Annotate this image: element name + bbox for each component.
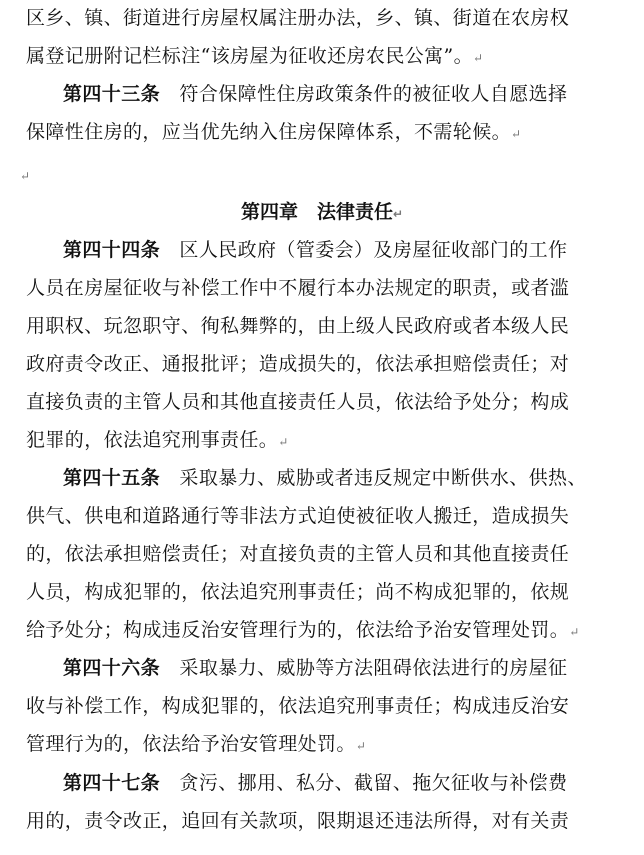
article-title: 第四十六条 <box>63 657 161 679</box>
text-line: 属登记册附记栏标注“该房屋为征收还房农民公寓”。↵ <box>26 45 484 67</box>
text-line: 区乡、镇、街道进行房屋权属注册办法，乡、镇、街道在农房权 <box>26 7 570 29</box>
paragraph-mark-icon: ↵ <box>278 435 289 449</box>
article-title: 第四十三条 <box>63 83 161 105</box>
article-46: 第四十六条 采取暴力、威胁等方法阻碍依法进行的房屋征 <box>63 657 568 679</box>
article-title: 第四十五条 <box>63 467 161 489</box>
text-line: 犯罪的，依法追究刑事责任。↵ <box>26 429 289 451</box>
text-line: 人员，构成犯罪的，依法追究刑事责任；尚不构成犯罪的，依规 <box>26 581 570 603</box>
text-line: 用的，责令改正，追回有关款项，限期退还违法所得，对有关责 <box>26 810 570 832</box>
text-line: 管理行为的，依法给予治安管理处罚。↵ <box>26 733 367 755</box>
article-44: 第四十四条 区人民政府（管委会）及房屋征收部门的工作 <box>63 239 568 261</box>
paragraph-mark-icon: ↵ <box>511 127 522 141</box>
article-47: 第四十七条 贪污、挪用、私分、截留、拖欠征收与补偿费 <box>63 772 568 794</box>
paragraph-mark-icon: ↵ <box>355 739 367 753</box>
empty-paragraph <box>20 162 30 188</box>
paragraph-mark-icon: ↵ <box>473 51 484 65</box>
article-title: 第四十七条 <box>63 772 161 794</box>
text-line: 的，依法承担赔偿责任；对直接负责的主管人员和其他直接责任 <box>26 543 570 565</box>
paragraph-mark-icon: ↵ <box>20 169 31 183</box>
paragraph-mark-icon: ↵ <box>569 625 580 639</box>
text-line: 给予处分；构成违反治安管理行为的，依法给予治安管理处罚。↵ <box>26 619 580 641</box>
chapter-heading: 第四章 法律责任↵ <box>240 201 404 223</box>
article-title: 第四十四条 <box>63 239 161 261</box>
text-line: 直接负责的主管人员和其他直接责任人员，依法给予处分；构成 <box>26 391 570 413</box>
text-line: 供气、供电和道路通行等非法方式迫使被征收人搬迁，造成损失 <box>26 505 570 527</box>
text-line: 人员在房屋征收与补偿工作中不履行本办法规定的职责，或者滥 <box>26 277 570 299</box>
article-45: 第四十五条 采取暴力、威胁或者违反规定中断供水、供热、 <box>63 467 587 489</box>
text-line: 保障性住房的，应当优先纳入住房保障体系，不需轮候。↵ <box>26 121 522 143</box>
paragraph-mark-icon: ↵ <box>392 207 404 221</box>
article-43: 第四十三条 符合保障性住房政策条件的被征收人自愿选择 <box>63 83 568 105</box>
text-line: 收与补偿工作，构成犯罪的，依法追究刑事责任；构成违反治安 <box>26 695 570 717</box>
text-line: 用职权、玩忽职守、徇私舞弊的，由上级人民政府或者本级人民 <box>26 315 570 337</box>
text-line: 政府责令改正、通报批评；造成损失的，依法承担赔偿责任；对 <box>26 353 570 375</box>
